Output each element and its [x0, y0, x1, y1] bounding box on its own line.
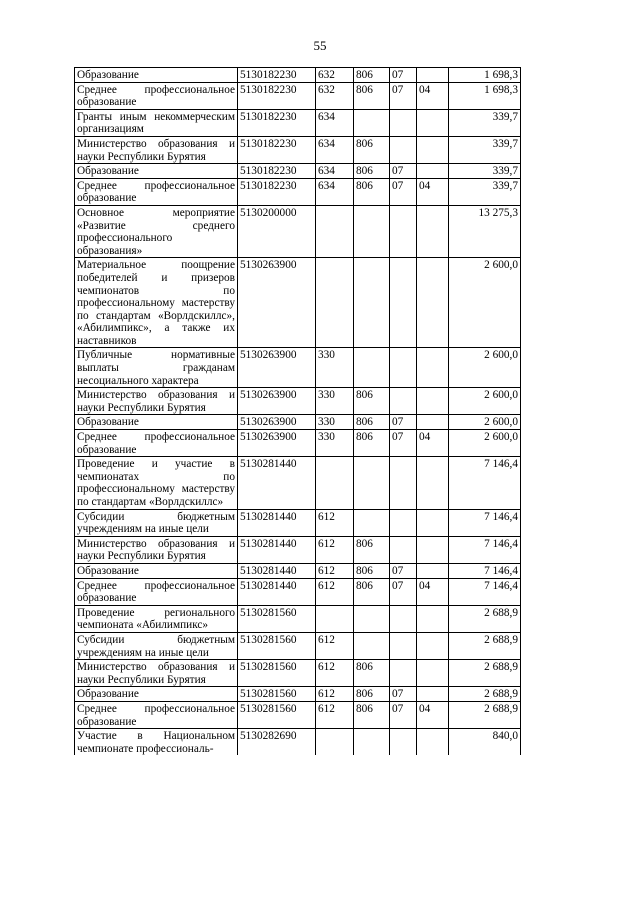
- row-section-cell: [390, 136, 417, 163]
- row-sum-cell: 1 698,3: [449, 68, 521, 83]
- table-row: [75, 348, 521, 388]
- row-code-cell: 5130281440: [238, 563, 316, 578]
- row-sum-cell: 2 600,0: [449, 415, 521, 430]
- row-code-cell: 5130281560: [238, 632, 316, 659]
- row-name-cell: Образование: [75, 563, 238, 578]
- row-name-cell: Публичные нормативные выплаты гражданам несоциального характера: [75, 348, 238, 388]
- row-department-cell: [354, 109, 390, 136]
- table-row: [75, 205, 521, 257]
- table-row: [75, 68, 521, 83]
- page-number: 55: [313, 38, 327, 53]
- row-code-cell: 5130263900: [238, 258, 316, 348]
- row-code-cell: 5130200000: [238, 205, 316, 257]
- row-code-cell: 5130182230: [238, 164, 316, 179]
- row-department-cell: 806: [354, 536, 390, 563]
- row-code-cell: 5130281560: [238, 660, 316, 687]
- table-row: [75, 164, 521, 179]
- row-subsection-cell: [417, 258, 449, 348]
- row-sum-cell: 339,7: [449, 178, 521, 205]
- row-name-cell: Министерство образования и науки Республики Бурятия: [75, 136, 238, 163]
- row-name-cell: Субсидии бюджетным учреждениям на иные цели: [75, 632, 238, 659]
- row-department-cell: 806: [354, 178, 390, 205]
- table-row: [75, 109, 521, 136]
- row-sum-cell: 13 275,3: [449, 205, 521, 257]
- row-subsection-cell: [417, 205, 449, 257]
- row-subsection-cell: [417, 457, 449, 509]
- row-subsection-cell: 04: [417, 430, 449, 457]
- row-department-cell: [354, 205, 390, 257]
- row-expense-type-cell: [316, 258, 354, 348]
- row-code-cell: 5130263900: [238, 430, 316, 457]
- table-row: [75, 632, 521, 659]
- row-name-cell: Министерство образования и науки Республики Бурятия: [75, 388, 238, 415]
- row-section-cell: 07: [390, 68, 417, 83]
- row-section-cell: [390, 536, 417, 563]
- row-code-cell: 5130281440: [238, 457, 316, 509]
- row-expense-type-cell: [316, 457, 354, 509]
- row-expense-type-cell: 612: [316, 509, 354, 536]
- row-department-cell: 806: [354, 687, 390, 702]
- row-sum-cell: 339,7: [449, 109, 521, 136]
- row-department-cell: 806: [354, 578, 390, 605]
- row-sum-cell: 2 600,0: [449, 348, 521, 388]
- row-expense-type-cell: 330: [316, 415, 354, 430]
- row-expense-type-cell: 612: [316, 687, 354, 702]
- row-sum-cell: 2 600,0: [449, 430, 521, 457]
- row-expense-type-cell: 612: [316, 578, 354, 605]
- table-body: [75, 68, 521, 756]
- row-subsection-cell: 04: [417, 178, 449, 205]
- row-sum-cell: 7 146,4: [449, 578, 521, 605]
- row-subsection-cell: [417, 415, 449, 430]
- row-code-cell: 5130182230: [238, 178, 316, 205]
- row-expense-type-cell: 612: [316, 701, 354, 728]
- row-department-cell: [354, 258, 390, 348]
- row-name-cell: Среднее профессиональное образование: [75, 578, 238, 605]
- row-expense-type-cell: 612: [316, 632, 354, 659]
- row-name-cell: Участие в Национальном чемпионате профессиональ-: [75, 729, 238, 756]
- row-department-cell: 806: [354, 388, 390, 415]
- row-department-cell: [354, 457, 390, 509]
- row-code-cell: 5130263900: [238, 348, 316, 388]
- row-code-cell: 5130282690: [238, 729, 316, 756]
- row-code-cell: 5130182230: [238, 109, 316, 136]
- row-name-cell: Среднее профессиональное образование: [75, 82, 238, 109]
- table-row: [75, 729, 521, 756]
- row-section-cell: [390, 632, 417, 659]
- row-sum-cell: 339,7: [449, 136, 521, 163]
- row-sum-cell: 7 146,4: [449, 457, 521, 509]
- row-subsection-cell: [417, 605, 449, 632]
- row-department-cell: [354, 509, 390, 536]
- row-code-cell: 5130281440: [238, 536, 316, 563]
- row-expense-type-cell: 612: [316, 660, 354, 687]
- row-code-cell: 5130182230: [238, 82, 316, 109]
- row-section-cell: [390, 205, 417, 257]
- row-code-cell: 5130263900: [238, 415, 316, 430]
- row-section-cell: [390, 388, 417, 415]
- table-row: [75, 388, 521, 415]
- row-section-cell: [390, 729, 417, 756]
- table-row: [75, 136, 521, 163]
- table-row: [75, 178, 521, 205]
- table-row: [75, 509, 521, 536]
- table-row: [75, 563, 521, 578]
- row-sum-cell: 1 698,3: [449, 82, 521, 109]
- table-row: [75, 687, 521, 702]
- row-name-cell: Материальное поощрение победителей и призеров чемпионатов по профессиональному мастерству по стандартам «Ворлдскиллс», «Абилимпикс», а также их наставников: [75, 258, 238, 348]
- row-department-cell: [354, 348, 390, 388]
- row-department-cell: 806: [354, 563, 390, 578]
- row-sum-cell: 7 146,4: [449, 509, 521, 536]
- row-department-cell: [354, 632, 390, 659]
- row-subsection-cell: 04: [417, 578, 449, 605]
- row-sum-cell: 2 688,9: [449, 605, 521, 632]
- row-section-cell: 07: [390, 430, 417, 457]
- row-department-cell: 806: [354, 415, 390, 430]
- row-expense-type-cell: 330: [316, 348, 354, 388]
- row-name-cell: Образование: [75, 687, 238, 702]
- row-expense-type-cell: 634: [316, 109, 354, 136]
- table-row: [75, 660, 521, 687]
- row-department-cell: 806: [354, 660, 390, 687]
- row-sum-cell: 2 688,9: [449, 660, 521, 687]
- row-section-cell: 07: [390, 415, 417, 430]
- row-department-cell: [354, 605, 390, 632]
- row-section-cell: [390, 660, 417, 687]
- row-subsection-cell: [417, 687, 449, 702]
- row-name-cell: Среднее профессиональное образование: [75, 178, 238, 205]
- row-section-cell: 07: [390, 578, 417, 605]
- row-expense-type-cell: 634: [316, 136, 354, 163]
- row-section-cell: 07: [390, 82, 417, 109]
- row-name-cell: Образование: [75, 68, 238, 83]
- row-section-cell: [390, 509, 417, 536]
- row-expense-type-cell: [316, 729, 354, 756]
- row-sum-cell: 2 600,0: [449, 258, 521, 348]
- row-expense-type-cell: 612: [316, 563, 354, 578]
- row-section-cell: [390, 348, 417, 388]
- row-subsection-cell: [417, 563, 449, 578]
- row-code-cell: 5130263900: [238, 388, 316, 415]
- row-name-cell: Образование: [75, 164, 238, 179]
- row-section-cell: [390, 258, 417, 348]
- row-expense-type-cell: 612: [316, 536, 354, 563]
- row-name-cell: Основное мероприятие «Развитие среднего профессионального образования»: [75, 205, 238, 257]
- table-row: [75, 258, 521, 348]
- row-section-cell: [390, 457, 417, 509]
- row-code-cell: 5130281440: [238, 509, 316, 536]
- row-expense-type-cell: 634: [316, 178, 354, 205]
- row-name-cell: Проведение регионального чемпионата «Абилимпикс»: [75, 605, 238, 632]
- row-expense-type-cell: 632: [316, 82, 354, 109]
- row-name-cell: Образование: [75, 415, 238, 430]
- row-section-cell: 07: [390, 164, 417, 179]
- row-department-cell: 806: [354, 701, 390, 728]
- row-department-cell: 806: [354, 82, 390, 109]
- row-subsection-cell: [417, 136, 449, 163]
- budget-table: [74, 67, 521, 755]
- row-name-cell: Проведение и участие в чемпионатах по профессиональному мастерству по стандартам «Ворлдскиллс»: [75, 457, 238, 509]
- row-expense-type-cell: 632: [316, 68, 354, 83]
- row-code-cell: 5130281440: [238, 578, 316, 605]
- row-section-cell: 07: [390, 178, 417, 205]
- row-name-cell: Министерство образования и науки Республики Бурятия: [75, 660, 238, 687]
- row-expense-type-cell: [316, 605, 354, 632]
- row-sum-cell: 2 688,9: [449, 701, 521, 728]
- row-department-cell: 806: [354, 430, 390, 457]
- table-row: [75, 430, 521, 457]
- table-row: [75, 536, 521, 563]
- table-row: [75, 701, 521, 728]
- row-sum-cell: 339,7: [449, 164, 521, 179]
- table-row: [75, 605, 521, 632]
- table-row: [75, 457, 521, 509]
- row-code-cell: 5130281560: [238, 701, 316, 728]
- row-department-cell: 806: [354, 136, 390, 163]
- row-sum-cell: 7 146,4: [449, 536, 521, 563]
- row-name-cell: Министерство образования и науки Республики Бурятия: [75, 536, 238, 563]
- row-name-cell: Субсидии бюджетным учреждениям на иные цели: [75, 509, 238, 536]
- row-code-cell: 5130281560: [238, 605, 316, 632]
- row-expense-type-cell: 634: [316, 164, 354, 179]
- row-subsection-cell: [417, 109, 449, 136]
- row-subsection-cell: [417, 164, 449, 179]
- row-section-cell: 07: [390, 701, 417, 728]
- row-subsection-cell: [417, 388, 449, 415]
- row-code-cell: 5130182230: [238, 136, 316, 163]
- row-sum-cell: 2 688,9: [449, 687, 521, 702]
- table-row: [75, 82, 521, 109]
- row-subsection-cell: [417, 729, 449, 756]
- row-subsection-cell: [417, 68, 449, 83]
- row-expense-type-cell: 330: [316, 430, 354, 457]
- row-department-cell: [354, 729, 390, 756]
- row-name-cell: Гранты иным некоммерческим организациям: [75, 109, 238, 136]
- row-sum-cell: 7 146,4: [449, 563, 521, 578]
- row-subsection-cell: [417, 536, 449, 563]
- row-expense-type-cell: 330: [316, 388, 354, 415]
- row-subsection-cell: [417, 660, 449, 687]
- row-expense-type-cell: [316, 205, 354, 257]
- row-section-cell: 07: [390, 687, 417, 702]
- row-subsection-cell: [417, 348, 449, 388]
- row-subsection-cell: [417, 632, 449, 659]
- row-sum-cell: 2 688,9: [449, 632, 521, 659]
- row-subsection-cell: [417, 509, 449, 536]
- row-department-cell: 806: [354, 68, 390, 83]
- row-section-cell: 07: [390, 563, 417, 578]
- row-code-cell: 5130182230: [238, 68, 316, 83]
- row-subsection-cell: 04: [417, 701, 449, 728]
- row-subsection-cell: 04: [417, 82, 449, 109]
- row-section-cell: [390, 605, 417, 632]
- table-row: [75, 415, 521, 430]
- row-name-cell: Среднее профессиональное образование: [75, 701, 238, 728]
- row-section-cell: [390, 109, 417, 136]
- row-sum-cell: 2 600,0: [449, 388, 521, 415]
- row-department-cell: 806: [354, 164, 390, 179]
- row-sum-cell: 840,0: [449, 729, 521, 756]
- table-row: [75, 578, 521, 605]
- row-name-cell: Среднее профессиональное образование: [75, 430, 238, 457]
- row-code-cell: 5130281560: [238, 687, 316, 702]
